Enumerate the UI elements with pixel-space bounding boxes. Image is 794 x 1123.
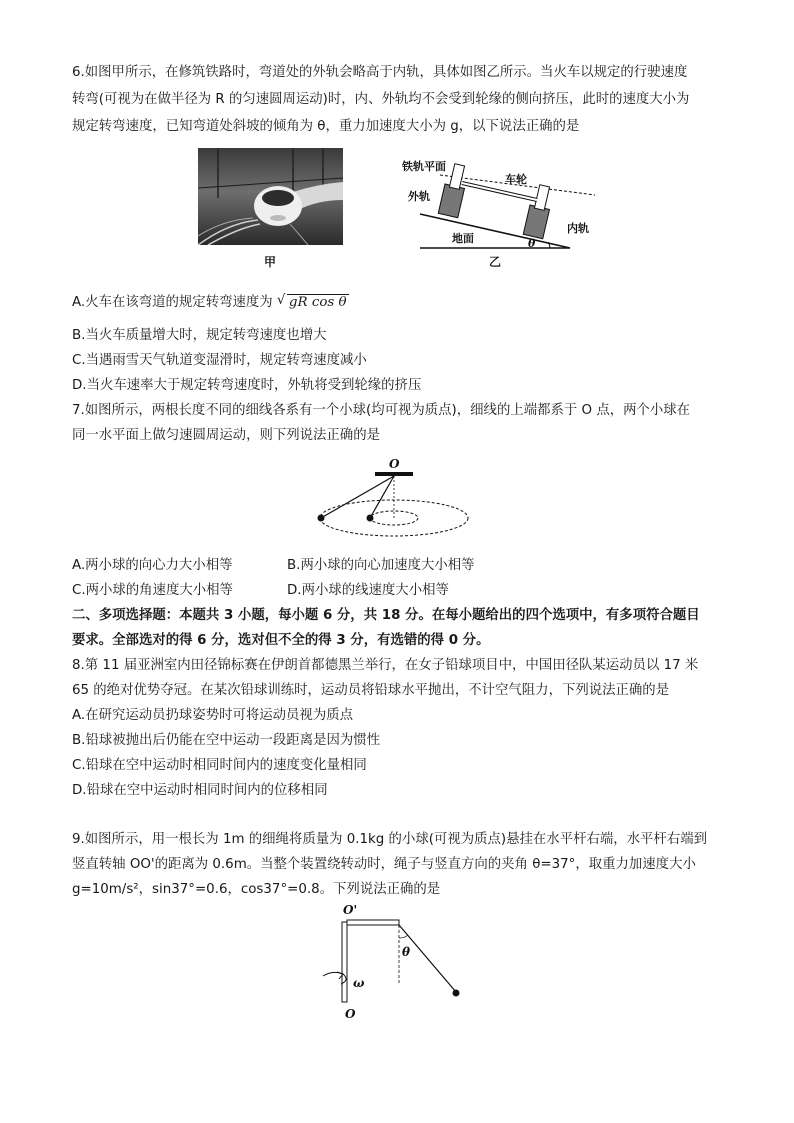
rail-diagram <box>400 150 605 252</box>
q6-stem-line2: 转弯(可视为在做半径为 R 的匀速圆周运动)时，内、外轨均不会受到轮缘的侧向挤压，此时的速度大小为 <box>72 92 690 107</box>
section2-heading-line2: 要求。全部选对的得 6 分，选对但不全的得 3 分，有选错的得 0 分。 <box>72 633 490 648</box>
train-photo <box>198 148 343 245</box>
rotating-rod-diagram <box>315 900 465 1022</box>
q7-option-a: A.两小球的向心力大小相等 <box>72 558 233 573</box>
q6-option-d: D.当火车速率大于规定转弯速度时，外轨将受到轮缘的挤压 <box>72 378 422 393</box>
label-inner-rail: 内轨 <box>567 222 589 235</box>
q6-option-a-text: A.火车在该弯道的规定转弯速度为 <box>72 295 273 310</box>
q7-option-d: D.两小球的线速度大小相等 <box>287 583 449 598</box>
label-theta-q9: θ <box>402 945 411 959</box>
label-omega: ω <box>353 976 365 990</box>
label-outer-rail: 外轨 <box>408 190 430 203</box>
q7-stem-line2: 同一水平面上做匀速圆周运动，则下列说法正确的是 <box>72 428 380 443</box>
q8-option-d: D.铅球在空中运动时相同时间内的位移相同 <box>72 783 328 798</box>
q6-stem-line1: 6.如图甲所示，在修筑铁路时，弯道处的外轨会略高于内轨，具体如图乙所示。当火车以规定的行驶速度 <box>72 65 688 80</box>
fig-a-caption: 甲 <box>264 255 277 269</box>
label-wheel: 车轮 <box>505 173 527 186</box>
sqrt-formula: √ gR cos θ <box>276 293 347 310</box>
label-o: O <box>389 457 400 471</box>
q7-option-c: C.两小球的角速度大小相等 <box>72 583 233 598</box>
q9-stem-line1: 9.如图所示，用一根长为 1m 的细绳将质量为 0.1kg 的小球(可视为质点)悬挂在水平杆右端，水平杆右端到 <box>72 832 707 847</box>
q8-option-c: C.铅球在空中运动时相同时间内的速度变化量相同 <box>72 758 367 773</box>
label-rail-plane: 铁轨平面 <box>402 160 446 173</box>
formula-radicand: gR cos θ <box>288 295 347 310</box>
q9-stem-line3: g=10m/s²，sin37°=0.6，cos37°=0.8。下列说法正确的是 <box>72 882 441 897</box>
q6-stem-line3: 规定转弯速度，已知弯道处斜坡的倾角为 θ，重力加速度大小为 g，以下说法正确的是 <box>72 119 580 134</box>
q8-stem-line1: 8.第 11 届亚洲室内田径锦标赛在伊朗首都德黑兰举行，在女子铅球项目中，中国田径队某运动员以 17 米 <box>72 658 699 673</box>
q8-option-b: B.铅球被抛出后仍能在空中运动一段距离是因为惯性 <box>72 733 381 748</box>
label-o-bottom: O <box>345 1007 356 1021</box>
q6-option-c: C.当遇雨雪天气轨道变湿滑时，规定转弯速度减小 <box>72 353 367 368</box>
q8-stem-line2: 65 的绝对优势夺冠。在某次铅球训练时，运动员将铅球水平抛出，不计空气阻力，下列说法正确的是 <box>72 683 670 698</box>
q9-stem-line2: 竖直转轴 OO'的距离为 0.6m。当整个装置绕转动时，绳子与竖直方向的夹角 θ=37°，取重力加速度大小 <box>72 857 696 872</box>
label-theta: θ <box>528 237 536 250</box>
q6-option-a <box>72 290 732 315</box>
q6-option-b: B.当火车质量增大时，规定转弯速度也增大 <box>72 328 327 343</box>
fig-b-caption: 乙 <box>489 255 502 269</box>
conical-pendulum-diagram <box>312 455 480 543</box>
q8-option-a: A.在研究运动员扔球姿势时可将运动员视为质点 <box>72 708 353 723</box>
section2-heading-line1: 二、多项选择题：本题共 3 小题，每小题 6 分，共 18 分。在每小题给出的四个选项中，有多项符合题目 <box>72 608 700 623</box>
q7-option-b: B.两小球的向心加速度大小相等 <box>287 558 475 573</box>
label-ground: 地面 <box>452 232 474 245</box>
q7-stem-line1: 7.如图所示，两根长度不同的细线各系有一个小球(均可视为质点)，细线的上端都系于 O 点，两个小球在 <box>72 403 691 418</box>
label-o-prime: O' <box>343 903 358 917</box>
